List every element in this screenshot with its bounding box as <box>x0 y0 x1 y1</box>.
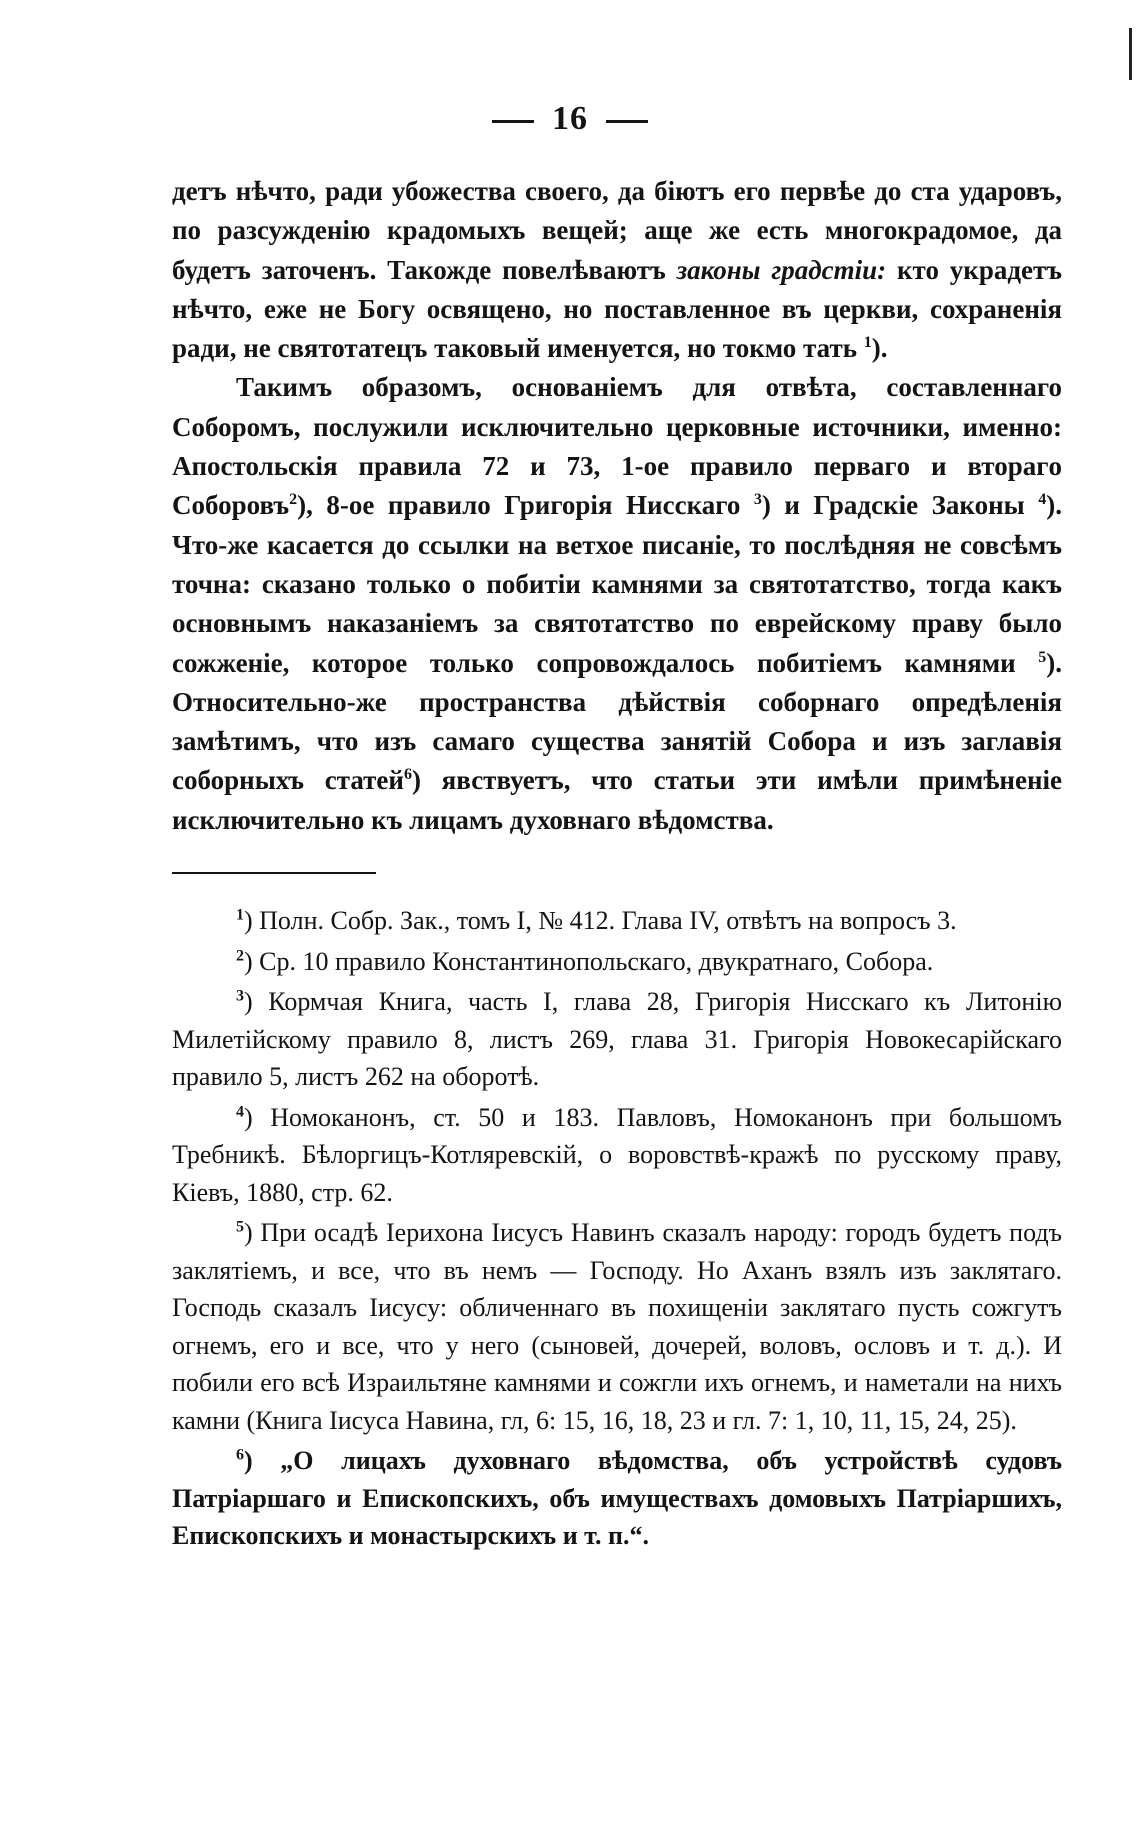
footnote-ref-4: 4 <box>1038 491 1047 509</box>
paragraph-2-text-e: ). Относительно-же пространства дѣйствія соборнаго опредѣленія замѣтимъ, что изъ самаго существа занятій Собора и изъ заглавія соборныхъ статей <box>172 647 1062 796</box>
footnote-separator <box>172 872 376 874</box>
scan-edge-mark <box>1129 28 1132 80</box>
footnote-3 <box>172 983 1062 1096</box>
paragraph-2-text-d: ). Что-же касается до ссылки на ветхое писаніе, то послѣдняя не совсѣмъ точна: сказано только о побитіи камнями за святотатство, тогда какъ основнымъ наказаніемъ за святотатство по еврейскому праву было сожженіе, которое только сопровождалось побитіемъ камнями <box>172 490 1062 678</box>
footnote-text: ) При осадѣ Іерихона Іисусъ Навинъ сказалъ народу: городъ будетъ подъ заклятіемъ, и все, что въ немъ — Господу. Но Аханъ взялъ изъ заклятаго. Господь сказалъ Іисусу: обличеннаго въ похищеніи заклятаго пусть сожгутъ огнемъ, его и все, что у него (сыновей, дочерей, воловъ, ословъ и т. д.). И побили его всѣ Израильтяне камнями и сожгли ихъ огнемъ, и наметали на нихъ камни (Книга Іисуса Навина, гл, 6: 15, 16, 18, 23 и гл. 7: 1, 10, 11, 15, 24, 25). <box>172 1218 1062 1435</box>
paragraph-2-text-a: Такимъ образомъ, основаніемъ для отвѣта, составленнаго Соборомъ, послужили исключительно церковные источники, именно: Апостольскія правила 72 и 73, 1-ое правило первагo и вторагo Соборовъ <box>172 372 1062 521</box>
paragraph-2-text-b: ), 8-ое правило Григорія Нисскаго <box>297 490 754 521</box>
footnote-ref-6: 6 <box>403 766 412 784</box>
footnote-ref-1: 1 <box>863 334 872 352</box>
page-number: 16 <box>552 100 588 137</box>
footnote-marker: 2 <box>236 946 244 964</box>
footnote-5 <box>172 1214 1062 1439</box>
main-text <box>172 172 1062 840</box>
italic-laws-phrase: законы градстіи: <box>676 254 887 285</box>
footnote-marker: 1 <box>236 906 244 924</box>
paragraph-2 <box>172 368 1062 840</box>
footnote-ref-5: 5 <box>1038 648 1047 666</box>
footnote-marker: 6 <box>236 1446 244 1464</box>
paragraph-2-text-c: ) и Градскіе Законы <box>761 490 1039 521</box>
footnote-2 <box>172 943 1062 981</box>
header-dash-right <box>606 120 648 123</box>
paragraph-1-text-c: кто украдетъ нѣчто, еже не Богу освящено, но поставленное въ церкви, сохраненія ради, не святотатецъ таковый именуется, но токмо тать <box>172 254 1062 364</box>
footnote-text: ) Номоканонъ, ст. 50 и 183. Павловъ, Номоканонъ при большомъ Требникѣ. Бѣлоргицъ-Котляревскій, о воровствѣ-кражѣ по русскому праву, Кіевъ, 1880, стр. 62. <box>172 1102 1062 1207</box>
footnote-text: ) Полн. Собр. Зак., томъ I, № 412. Глава IV, отвѣтъ на вопросъ 3. <box>244 906 957 935</box>
footnote-ref-3: 3 <box>753 491 762 509</box>
footnotes <box>172 902 1062 1558</box>
footnote-marker: 4 <box>236 1102 244 1120</box>
footnote-4 <box>172 1099 1062 1212</box>
paragraph-1-text-d: ). <box>871 333 888 364</box>
footnote-text: ) Кормчая Книга, часть I, глава 28, Григорія Нисскаго къ Литонію Милетійскому правило 8, листъ 269, глава 31. Григорія Новокесарійскаго правило 5, листъ 262 на оборотѣ. <box>172 987 1062 1091</box>
paragraph-1-text-a: детъ нѣчто, ради убожества своего, да біютъ его первѣе до ста ударовъ, по разсужденію крадомыхъ вещей; аще же есть многокрадомое, да будетъ заточенъ. Такожде повелѣваютъ <box>172 176 1062 285</box>
paragraph-2-text-f: ) явствуетъ, что статьи эти имѣли примѣненіе исключительно къ лицамъ духовнаго вѣдомства. <box>172 765 1063 835</box>
paragraph-1 <box>172 172 1062 368</box>
footnote-marker: 3 <box>236 987 244 1005</box>
footnote-ref-2: 2 <box>289 491 298 509</box>
footnote-1 <box>172 902 1062 940</box>
page-header <box>0 100 1140 138</box>
footnote-marker: 5 <box>236 1218 244 1236</box>
footnote-text: ) Ср. 10 правило Константинопольскаго, двукратнаго, Собора. <box>244 946 934 976</box>
header-dash-left <box>492 120 534 123</box>
footnote-text: ) „О лицахъ духовнаго вѣдомства, объ устройствѣ судовъ Патріаршаго и Епископскихъ, объ имуществахъ домовыхъ Патріаршихъ, Епископскихъ и монастырскихъ и т. п.“. <box>172 1446 1062 1550</box>
footnote-6 <box>172 1442 1062 1555</box>
